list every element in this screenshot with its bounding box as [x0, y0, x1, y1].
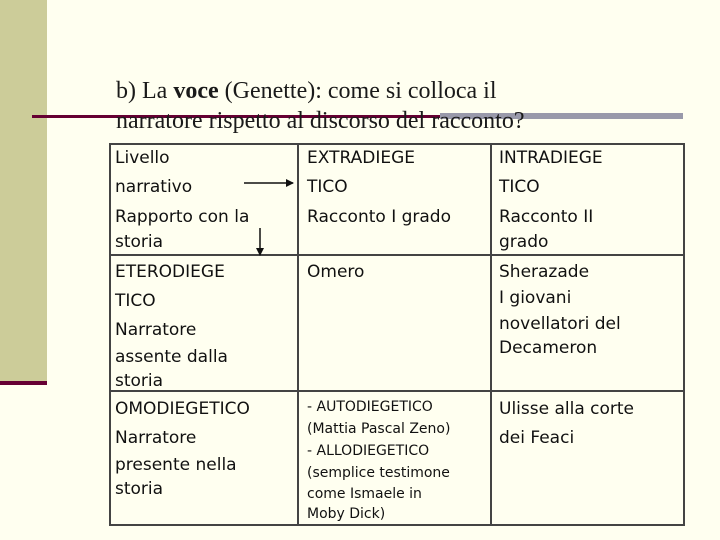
cell-r1-c0: ETERODIEGE TICO Narratore assente dalla storia	[115, 262, 228, 391]
cell-r0-c2: INTRADIEGE TICO Racconto II grado	[499, 148, 603, 252]
cell-r0-c1: EXTRADIEGE TICO Racconto I grado	[307, 148, 452, 227]
cell-r1-c1: Omero	[307, 262, 365, 282]
cell-r1-c2: Sherazade I giovani novellatori del Decameron	[499, 262, 621, 358]
cell-r2-c0: OMODIEGETICO Narratore presente nella storia	[115, 399, 250, 499]
cell-r0-c0: Livello narrativo Rapporto con la storia	[115, 148, 250, 252]
cell-r2-c2: Ulisse alla corte dei Feaci	[499, 399, 635, 448]
title-line2: narratore rispetto al discorso del racconto?	[116, 108, 525, 134]
title-line1-bold: voce	[173, 78, 219, 104]
title-line1-b: (Genette): come si colloca il	[218, 78, 497, 104]
title-line1-a: b) La	[116, 78, 174, 104]
cell-r2-c1: - AUTODIEGETICO (Mattia Pascal Zeno) - ALLODIEGETICO (semplice testimone come Ismaele in Moby Dick)	[307, 399, 451, 522]
